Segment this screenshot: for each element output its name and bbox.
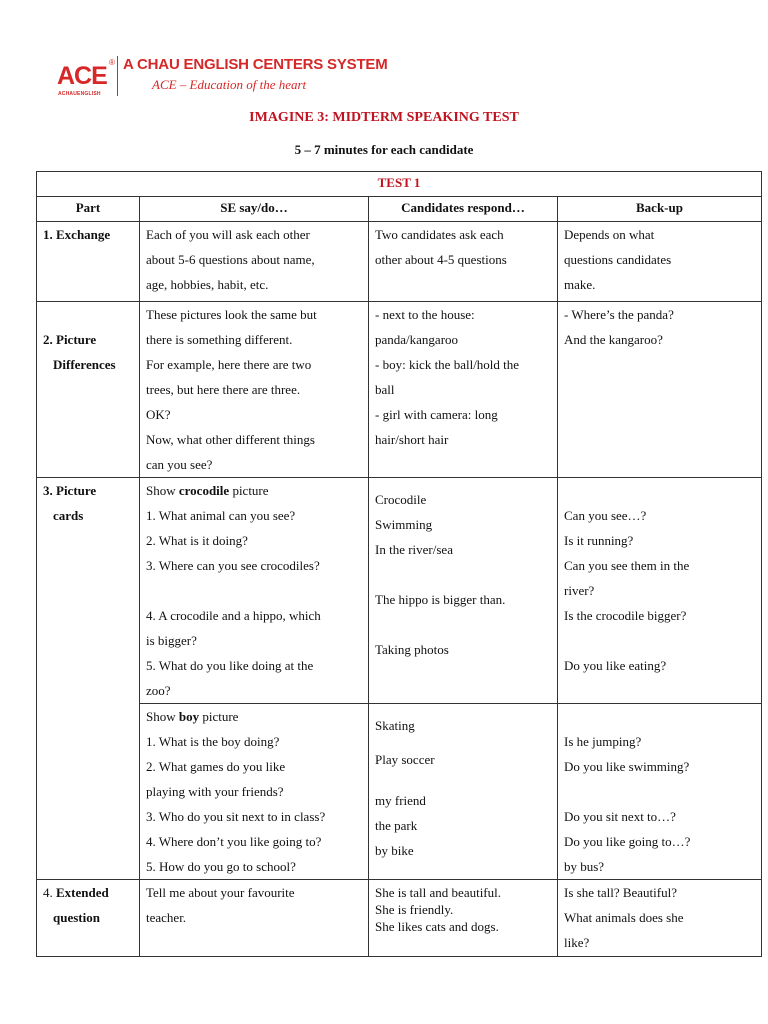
se-differences: These pictures look the same but there is something different. For example, here there are two trees, but here there are three. OK? Now, what other different things can you see?: [140, 302, 369, 478]
respond-boy: Skating Play soccer my friend the park by bike: [369, 704, 558, 880]
table-row-differences: [37, 302, 762, 478]
table-row-boy: [37, 704, 762, 880]
se-extended: Tell me about your favourite teacher.: [140, 880, 369, 957]
column-header-backup: Back-up: [558, 197, 762, 222]
registered-mark: ®: [109, 58, 115, 67]
org-name: A CHAU ENGLISH CENTERS SYSTEM: [123, 56, 388, 73]
document-subtitle: 5 – 7 minutes for each candidate: [294, 142, 474, 157]
column-header-respond: Candidates respond…: [369, 197, 558, 222]
backup-crocodile: Can you see…? Is it running? Can you see them in the river? Is the crocodile bigger? Do you like eating?: [558, 478, 762, 704]
org-tagline: ACE – Education of the heart: [152, 77, 307, 92]
test-header-row: [37, 172, 762, 197]
backup-boy: Is he jumping? Do you like swimming? Do you sit next to…? Do you like going to…? by bus?: [558, 704, 762, 880]
column-header-se: SE say/do…: [140, 197, 369, 222]
ace-logo: [55, 58, 115, 100]
part-picture-cards: 3. Picture cards: [37, 478, 140, 880]
se-exchange: Each of you will ask each other about 5-6 questions about name, age, hobbies, habit, etc.: [140, 222, 369, 302]
backup-exchange: Depends on what questions candidates make.: [558, 222, 762, 302]
column-header-part: Part: [37, 197, 140, 222]
respond-extended: She is tall and beautiful. She is friendly. She likes cats and dogs.: [369, 880, 558, 957]
respond-crocodile: Crocodile Swimming In the river/sea The hippo is bigger than. Taking photos: [369, 478, 558, 704]
logo-text: ACE: [57, 62, 107, 90]
respond-exchange: Two candidates ask each other about 4-5 questions: [369, 222, 558, 302]
column-header-row: [37, 197, 762, 222]
backup-extended: Is she tall? Beautiful? What animals does she like?: [558, 880, 762, 957]
logo-divider: [117, 56, 118, 96]
se-crocodile: Show crocodile picture 1. What animal can you see? 2. What is it doing? 3. Where can you see crocodiles? 4. A crocodile and a hippo, which is bigger? 5. What do you like doing at the zoo?: [140, 478, 369, 704]
document-title: IMAGINE 3: MIDTERM SPEAKING TEST: [249, 110, 519, 125]
table-row-extended: [37, 880, 762, 957]
part-differences: 2. Picture Differences: [37, 302, 140, 478]
table-row-exchange: [37, 222, 762, 302]
se-boy: Show boy picture 1. What is the boy doing? 2. What games do you like playing with your friends? 3. Who do you sit next to in class? 4. Where don’t you like going to? 5. How do you go to school?: [140, 704, 369, 880]
respond-differences: - next to the house: panda/kangaroo - boy: kick the ball/hold the ball - girl with camera: long hair/short hair: [369, 302, 558, 478]
test-label: TEST 1: [37, 172, 762, 197]
table-row-crocodile: [37, 478, 762, 704]
speaking-test-table: [36, 171, 762, 957]
part-exchange: 1. Exchange: [37, 222, 140, 302]
backup-differences: - Where’s the panda? And the kangaroo?: [558, 302, 762, 478]
part-extended: 4. Extended question: [37, 880, 140, 957]
logo-subtext: ACHAUENGLISH: [58, 91, 101, 97]
